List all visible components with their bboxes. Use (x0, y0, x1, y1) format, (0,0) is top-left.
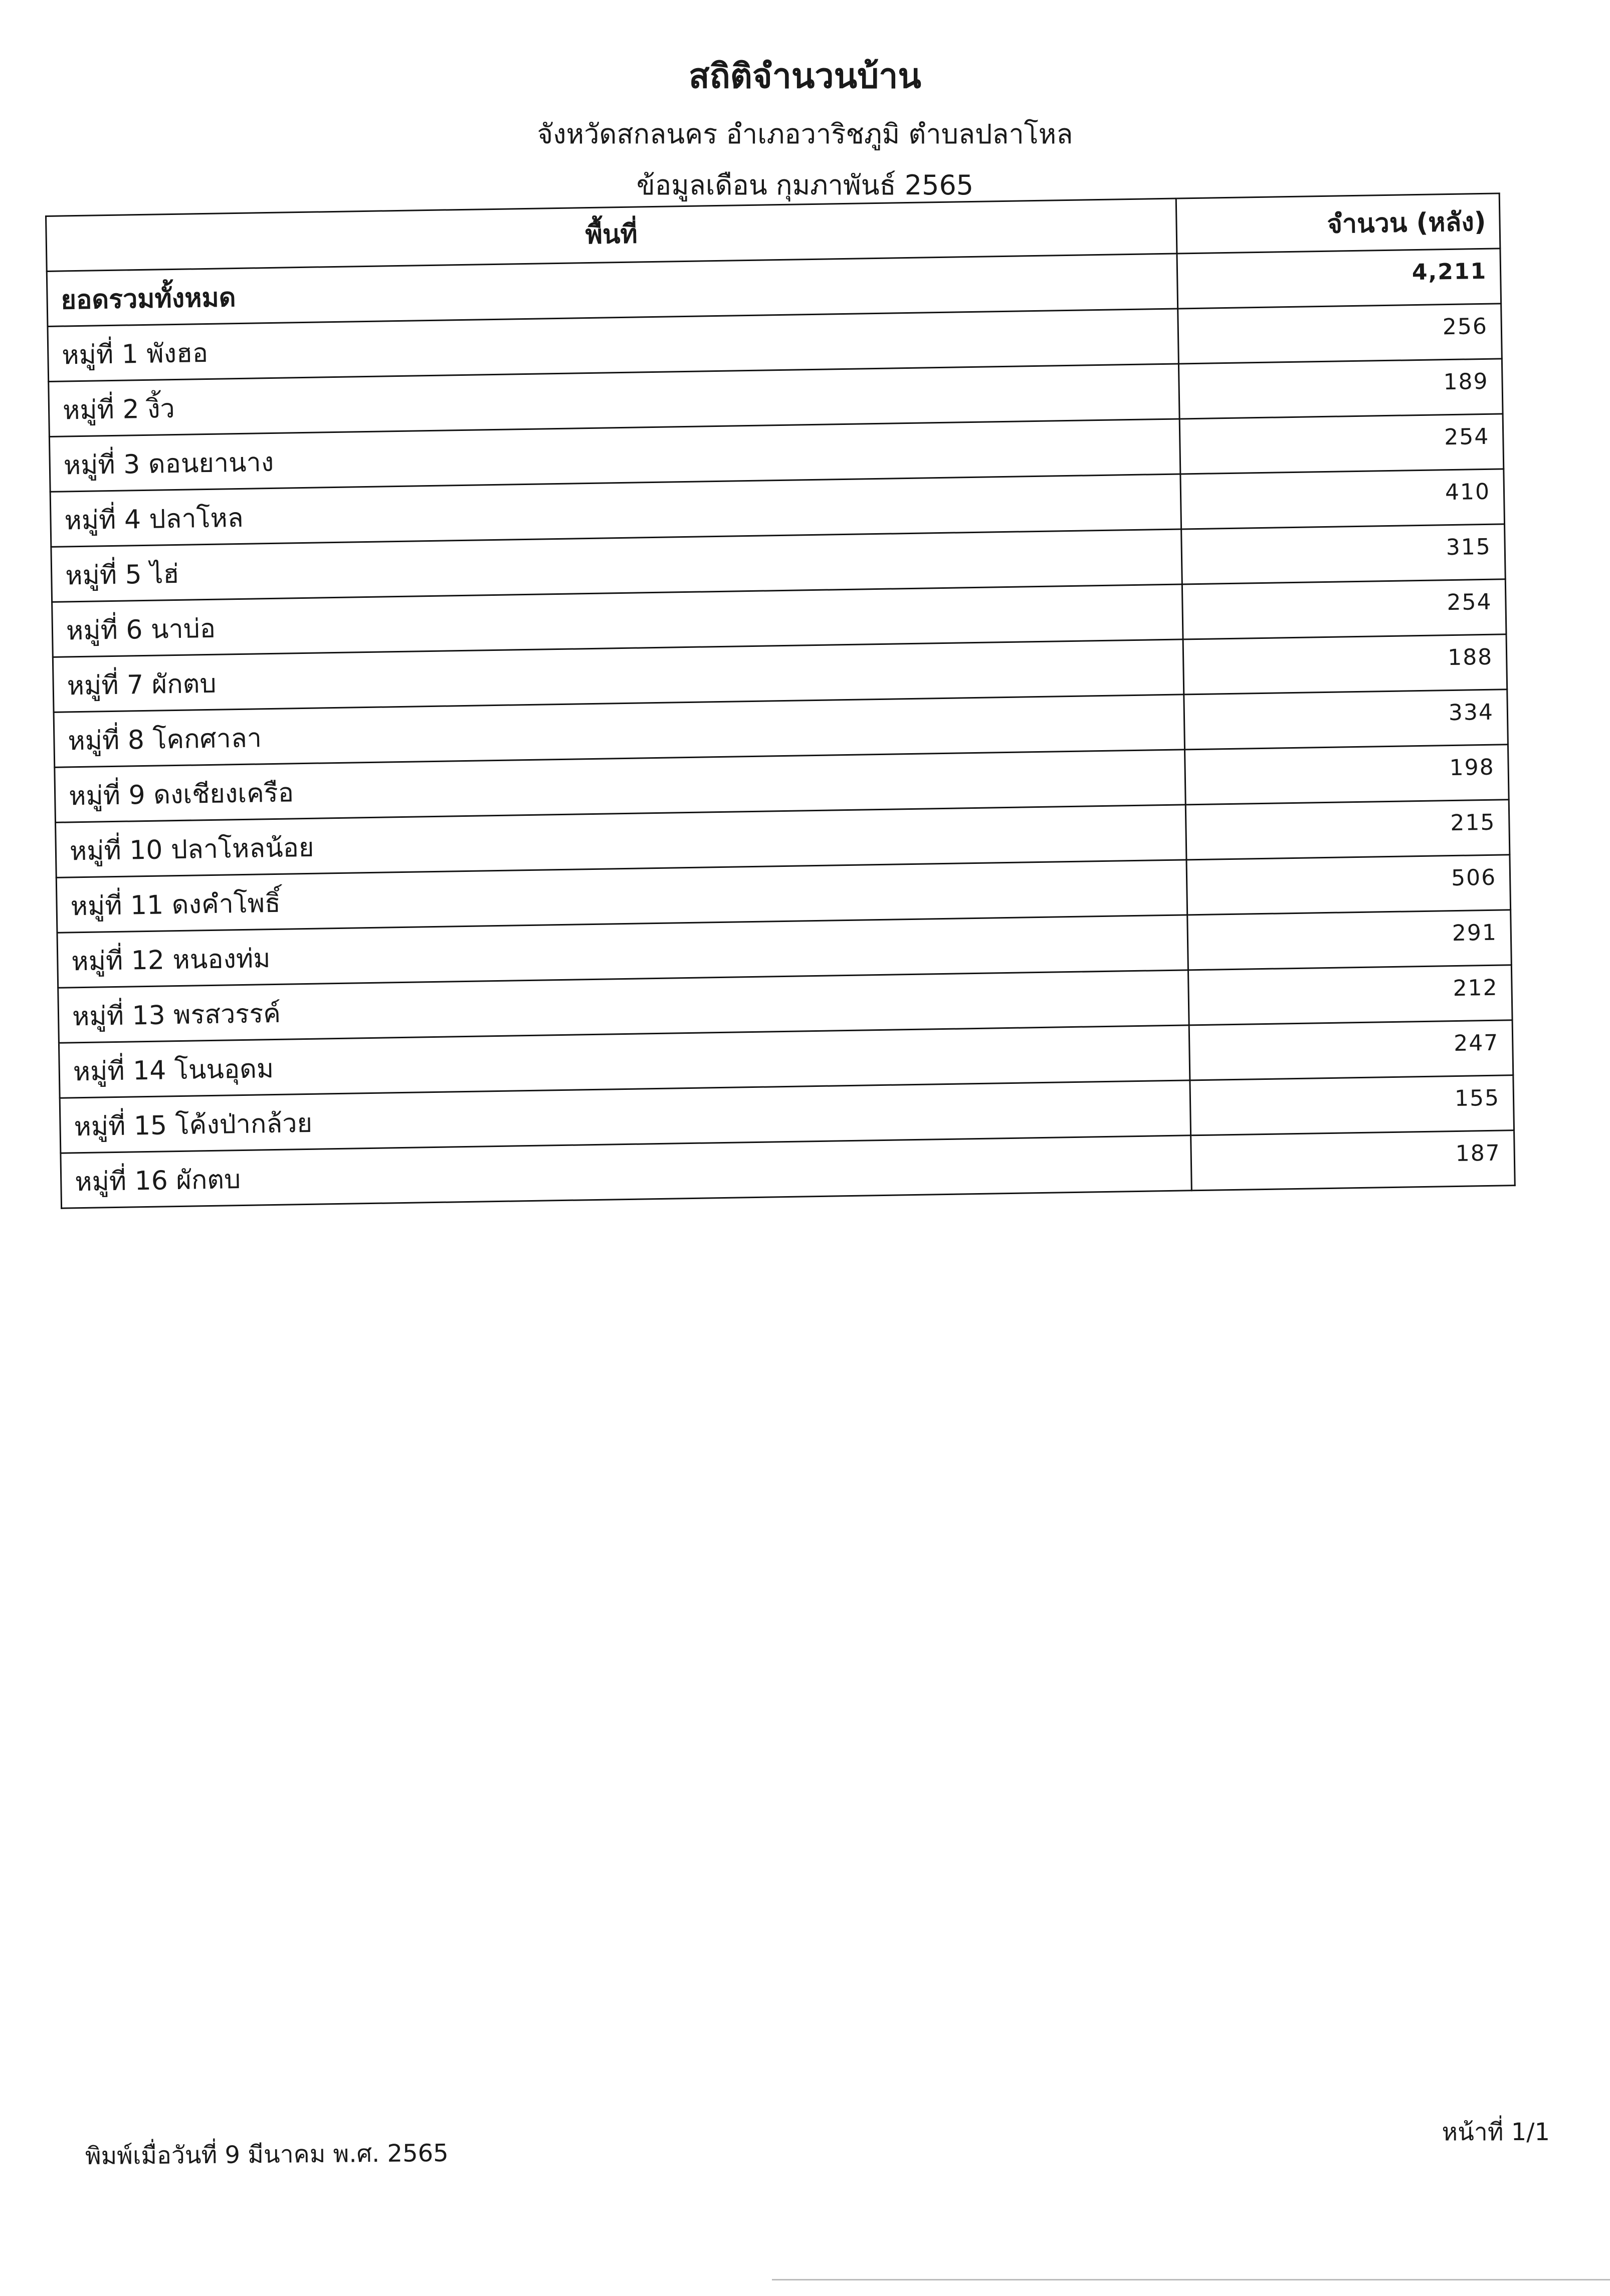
house-count: 187 (1191, 1130, 1515, 1191)
village-name: หมู่ที่ 7 ผักตบ (53, 639, 1183, 712)
printed-date: พิมพ์เมื่อวันที่ 9 มีนาคม พ.ศ. 2565 (85, 2139, 449, 2171)
page-title: สถิติจำนวนบ้าน (689, 57, 921, 96)
house-count: 334 (1184, 690, 1508, 750)
village-name: หมู่ที่ 13 พรสวรรค์ (58, 970, 1189, 1043)
village-name: หมู่ที่ 6 นาบ่อ (52, 584, 1183, 657)
village-name: หมู่ที่ 15 โค้งป่ากล้วย (60, 1080, 1190, 1153)
house-count: 212 (1188, 965, 1512, 1025)
scan-edge-line (772, 2279, 1610, 2280)
house-count: 410 (1180, 469, 1505, 529)
house-count-table (45, 192, 1516, 1209)
house-count: 189 (1178, 359, 1503, 419)
village-name: หมู่ที่ 1 พังฮอ (48, 309, 1178, 381)
house-count: 254 (1179, 414, 1504, 474)
total-label: ยอดรวมทั้งหมด (47, 254, 1177, 326)
page-number: หน้าที่ 1/1 (1442, 2118, 1550, 2146)
village-name: หมู่ที่ 16 ผักตบ (61, 1135, 1191, 1208)
house-count-table-wrapper (45, 192, 1514, 1209)
village-name: หมู่ที่ 8 โคกศาลา (54, 695, 1184, 767)
house-count: 291 (1187, 910, 1512, 970)
village-name: หมู่ที่ 4 ปลาโหล (50, 474, 1181, 547)
village-name: หมู่ที่ 9 ดงเชียงเครือ (55, 750, 1185, 822)
location-subtitle: จังหวัดสกลนคร อำเภอวาริชภูมิ ตำบลปลาโหล (537, 118, 1073, 150)
column-header-count: จำนวน (หลัง) (1176, 193, 1500, 254)
village-name: หมู่ที่ 3 ดอนยานาง (49, 419, 1180, 492)
house-count: 188 (1183, 634, 1507, 695)
house-count: 215 (1185, 800, 1510, 860)
house-count: 247 (1189, 1020, 1513, 1080)
village-name: หมู่ที่ 14 โนนอุดม (59, 1025, 1189, 1098)
period-subtitle: ข้อมูลเดือน กุมภาพันธ์ 2565 (636, 169, 974, 201)
total-value: 4,211 (1177, 249, 1501, 309)
house-count: 198 (1185, 745, 1509, 805)
village-name: หมู่ที่ 2 งิ้ว (49, 364, 1179, 436)
village-name: หมู่ที่ 10 ปลาโหลน้อย (56, 805, 1186, 877)
village-name: หมู่ที่ 12 หนองท่ม (57, 915, 1188, 988)
house-count: 506 (1186, 855, 1511, 915)
house-count: 315 (1181, 524, 1506, 584)
house-count: 256 (1178, 304, 1502, 364)
column-header-area: พื้นที่ (46, 198, 1177, 271)
village-name: หมู่ที่ 5 ไฮ่ (51, 529, 1182, 602)
house-count: 254 (1182, 579, 1506, 639)
house-count: 155 (1190, 1075, 1514, 1135)
village-name: หมู่ที่ 11 ดงคำโพธิ์ (56, 860, 1187, 933)
